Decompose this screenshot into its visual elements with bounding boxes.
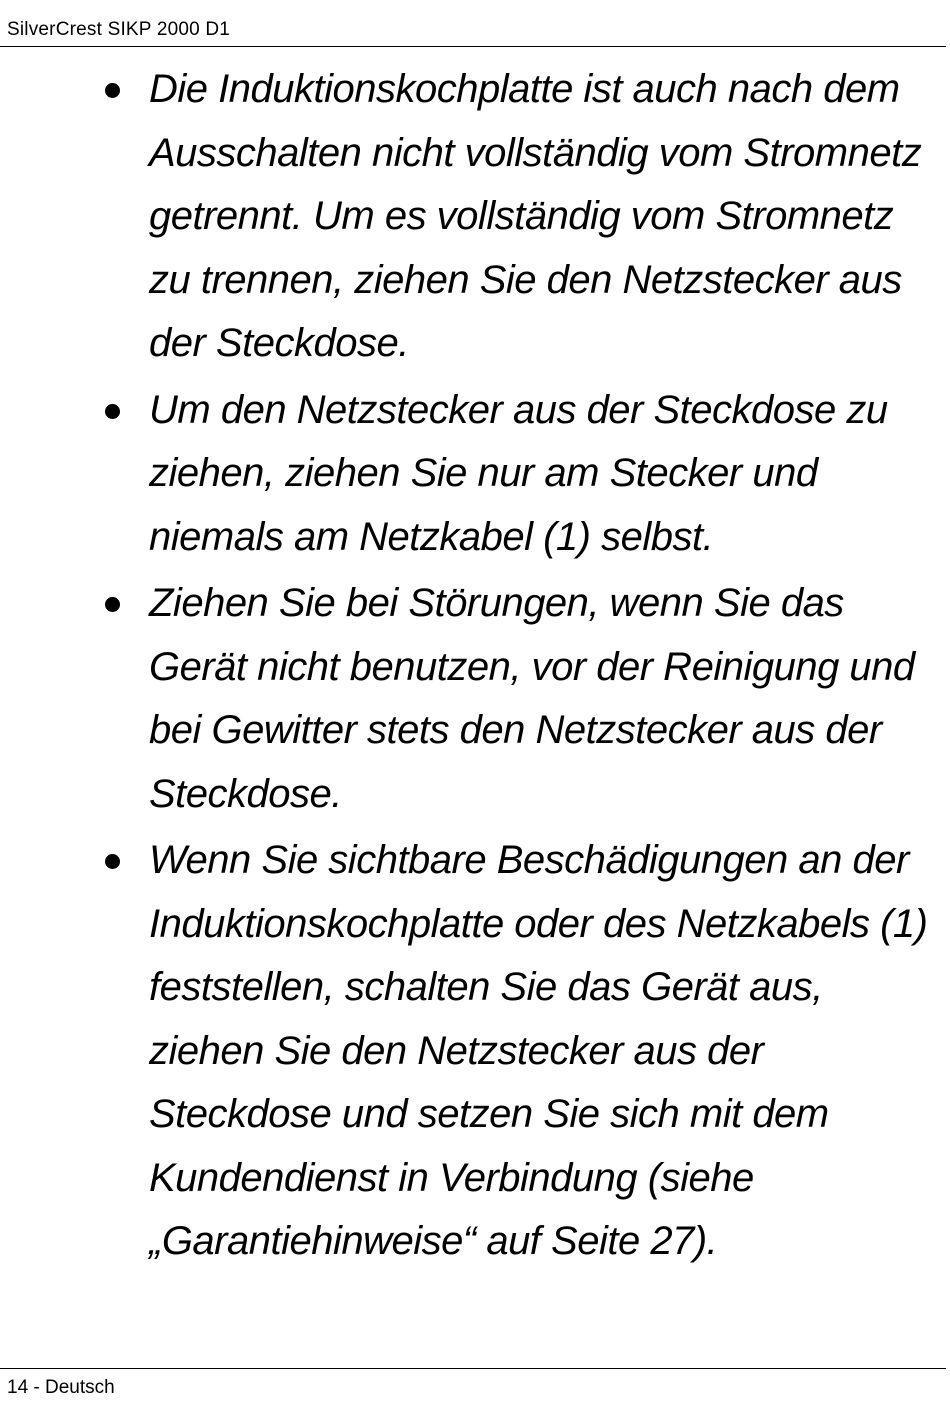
bullet-icon [105,597,120,612]
bullet-icon [105,854,120,869]
bullet-text: Um den Netzstecker aus der Steckdose zu ziehen, ziehen Sie nur am Stecker und niemals am Netzkabel (1) selbst. [149,387,888,559]
bullet-text: Ziehen Sie bei Störungen, wenn Sie das Gerät nicht benutzen, vor der Reinigung und bei Gewitter stets den Netzstecker aus der Steckdose. [149,581,915,816]
safety-instructions [0,58,950,1277]
footer-divider [0,1368,946,1369]
list-item [0,829,950,1274]
list-item [0,572,950,826]
bullet-icon [105,83,120,98]
page-number: 14 - Deutsch [7,1377,115,1398]
header-divider [0,46,946,47]
bullet-list [0,58,950,1274]
list-item [0,58,950,376]
bullet-text: Wenn Sie sichtbare Beschädigungen an der Induktionskochplatte oder des Netzkabels (1) feststellen, schalten Sie das Gerät aus, ziehen Sie den Netzstecker aus der Steckdose und setzen Sie sich mit dem Kundendienst in Verbindung (siehe „Garantiehinweise“ auf Seite 27). [149,838,928,1263]
bullet-text: Die Induktionskochplatte ist auch nach dem Ausschalten nicht vollständig vom Stromnetz getrennt. Um es vollständig vom Stromnetz zu trennen, ziehen Sie den Netzstecker aus der Steckdose. [149,67,922,365]
page-header-title: SilverCrest SIKP 2000 D1 [7,19,231,40]
bullet-icon [105,404,120,419]
list-item [0,379,950,570]
